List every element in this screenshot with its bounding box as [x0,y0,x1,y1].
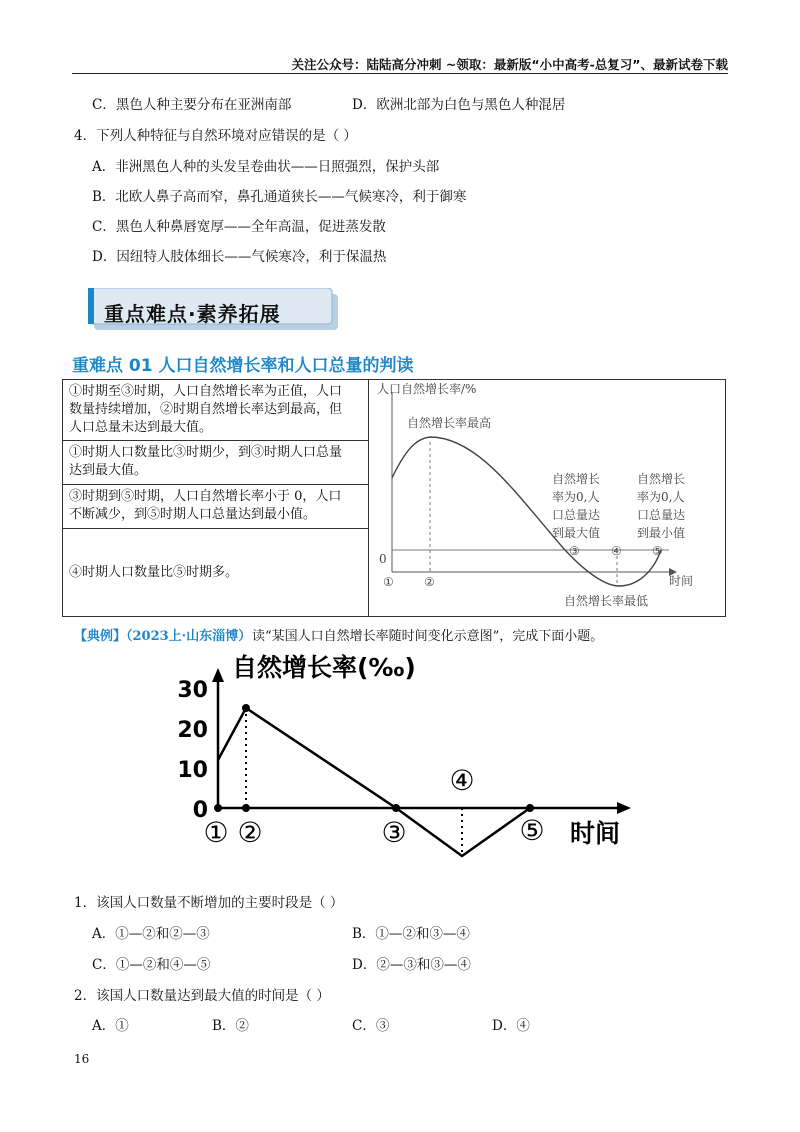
point-marker-label: ③ [381,816,407,849]
example-tag: 【典例】（2023上·山东淄博） [74,629,252,644]
growth-rate-chart [160,648,640,870]
diagram-min-label: 自然增长率最低 [564,594,649,608]
data-point [214,804,222,812]
x-axis-label: 时间 [570,819,621,848]
section-title: 重难点 01 人口自然增长率和人口总量的判读 [72,356,414,376]
data-point [242,704,250,712]
example-instruction: 读“某国人口自然增长率随时间变化示意图”，完成下面小题。 [252,629,604,644]
table-row [63,380,369,441]
y-tick-label: 30 [177,678,208,703]
table-row [63,485,369,529]
data-point [526,804,534,812]
q2-option-d: D．④ [492,1018,530,1034]
table-cell-line: 不断减少，到⑤时期人口总量达到最小值。 [69,507,317,522]
q3-option-c: C．黑色人种主要分布在亚洲南部 [92,97,292,113]
header-divider [72,73,728,74]
table-cell-line: ③时期到⑤时期，人口自然增长率小于 0，人口 [69,489,342,504]
diagram-note3-line: 到最大值 [552,526,601,540]
q2-option-a: A．① [92,1018,129,1034]
section-banner-label: 重点难点·素养拓展 [104,302,281,326]
table-cell-line: ④时期人口数量比⑤时期多。 [69,564,239,580]
diagram-note5-line: 到最小值 [637,526,686,540]
diagram-ylabel: 人口自然增长率/% [377,382,477,396]
diagram-note5-line: 自然增长 [637,472,686,486]
diagram-note3-line: 率为0,人 [552,490,600,504]
table-row [63,529,369,617]
q4-option-a: A．非洲黑色人种的头发呈卷曲状——日照强烈，保护头部 [92,159,440,175]
table-row [63,441,369,485]
q4-option-c: C．黑色人种鼻唇宽厚——全年高温，促进蒸发散 [92,219,386,235]
page-number: 16 [74,1052,90,1066]
point-marker-label: ② [237,816,263,849]
y-tick-label: 20 [177,718,208,743]
population-growth-diagram [369,380,725,616]
diagram-marker-3: ③ [569,544,580,558]
diagram-marker-4: ④ [611,544,622,558]
diagram-xlabel: 时间 [669,574,694,588]
data-point [242,804,250,812]
diagram-note3-line: 口总量达 [552,508,601,522]
point-marker-label: ④ [449,764,475,797]
q3-option-d: D．欧洲北部为白色与黑色人种混居 [352,97,566,113]
diagram-note3-line: 自然增长 [552,472,601,486]
q4-option-d: D．因纽特人肢体细长——气候寒冷，利于保温热 [92,249,387,265]
q1-option-d: D．②—③和③—④ [352,957,471,973]
point-marker-label: ⑤ [519,814,545,847]
q1-option-b: B．①—②和③—④ [352,926,470,942]
table-cell-line: ①时期人口数量比③时期少，到③时期人口总量 [69,445,343,460]
diagram-marker-2: ② [424,575,435,589]
y-axis-label: 自然增长率(‰) [232,653,416,682]
page-header: 关注公众号：陆陆高分冲刺 ~领取：最新版“小中高考-总复习”、最新试卷下载 [291,57,728,72]
diagram-note5-line: 口总量达 [637,508,686,522]
diagram-cell [369,380,726,617]
diagram-marker-5: ⑤ [652,544,663,558]
q2-stem: 2．该国人口数量达到最大值的时间是（ ） [74,988,330,1004]
diagram-max-label: 自然增长率最高 [407,416,492,430]
q1-stem: 1．该国人口数量不断增加的主要时段是（ ） [74,895,344,911]
point-marker-label: ① [203,816,229,849]
y-axis-arrow [212,668,224,682]
y-tick-label: 0 [192,798,208,823]
q2-option-b: B．② [212,1018,249,1034]
table-cell-line: 人口总量未达到最大值。 [69,420,213,435]
diagram-marker-1: ① [383,575,394,589]
table-cell-line: 达到最大值。 [69,463,148,478]
data-point [392,804,400,812]
q4-stem: 4．下列人种特征与自然环境对应错误的是（ ） [74,128,357,144]
series-line [218,708,530,856]
q1-option-a: A．①—②和②—③ [92,926,210,942]
table-cell-line: 数量持续增加，②时期自然增长率达到最高，但 [69,402,343,417]
q4-option-b: B．北欧人鼻子高而窄，鼻孔通道狭长——气候寒冷，利于御寒 [92,189,467,205]
y-tick-label: 10 [177,758,208,783]
diagram-zero-label: 0 [379,552,387,566]
x-axis-arrow [617,802,631,814]
q2-option-c: C．③ [352,1018,390,1034]
q1-option-c: C．①—②和④—⑤ [92,957,211,973]
table-cell-line: ①时期至③时期，人口自然增长率为正值，人口 [69,384,343,399]
diagram-note5-line: 率为0,人 [637,490,685,504]
key-points-table [62,379,726,617]
